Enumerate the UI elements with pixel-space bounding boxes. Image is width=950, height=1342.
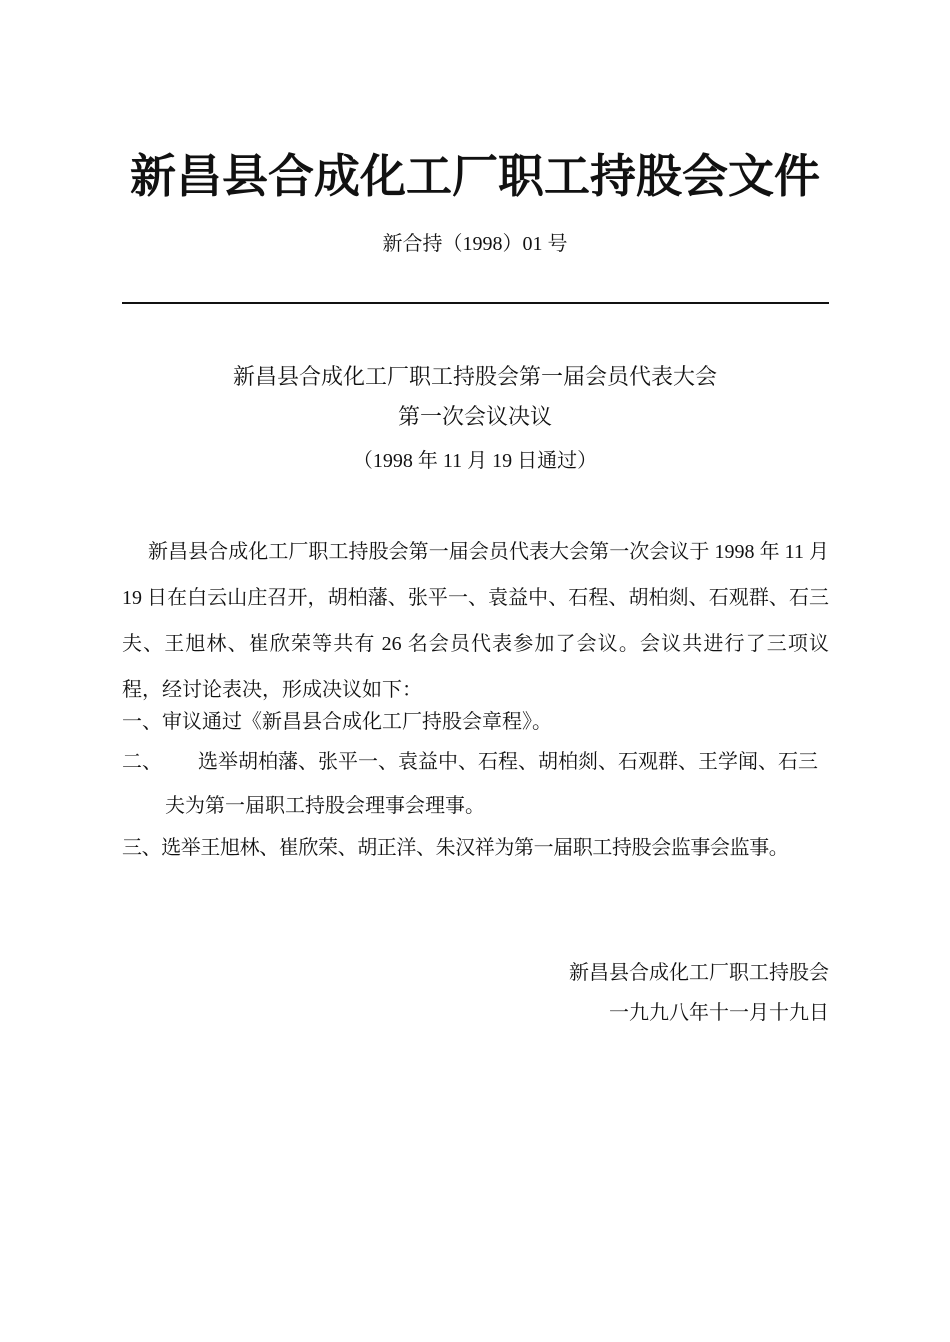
resolution-item-3: 三、选举王旭林、崔欣荣、胡正洋、朱汉祥为第一届职工持股会监事会监事。 <box>122 837 789 859</box>
document-title: 新昌县合成化工厂职工持股会文件 <box>130 149 820 203</box>
resolution-heading-line2: 第一次会议决议 <box>397 404 552 429</box>
resolution-item-2-continuation: 夫为第一届职工持股会理事会理事。 <box>165 795 485 817</box>
header-divider <box>122 302 829 304</box>
resolution-heading-line1: 新昌县合成化工厂职工持股会第一届会员代表大会 <box>232 364 717 389</box>
resolution-item-2 <box>122 743 829 781</box>
signature-organization: 新昌县合成化工厂职工持股会 <box>569 962 829 984</box>
resolution-date-note: （1998 年 11 月 19 日通过） <box>352 450 598 472</box>
resolution-item-2-number: 二、 <box>122 751 162 773</box>
resolution-intro-paragraph: 新昌县合成化工厂职工持股会第一届会员代表大会第一次会议于 1998 年 11 月 19 日在白云山庄召开，胡柏藩、张平一、袁益中、石程、胡柏剡、石观群、石三夫、王旭林、崔欣荣等共有 26 名会员代表参加了会议。会议共进行了三项议程，经讨论表决，形成决议如下： <box>122 541 829 701</box>
resolution-item-2-text: 选举胡柏藩、张平一、袁益中、石程、胡柏剡、石观群、王学闻、石三 <box>198 751 818 773</box>
document-number: 新合持（1998）01 号 <box>382 233 568 255</box>
signature-date: 一九九八年十一月十九日 <box>609 1002 829 1024</box>
resolution-item-1: 一、审议通过《新昌县合成化工厂持股会章程》。 <box>122 711 552 733</box>
